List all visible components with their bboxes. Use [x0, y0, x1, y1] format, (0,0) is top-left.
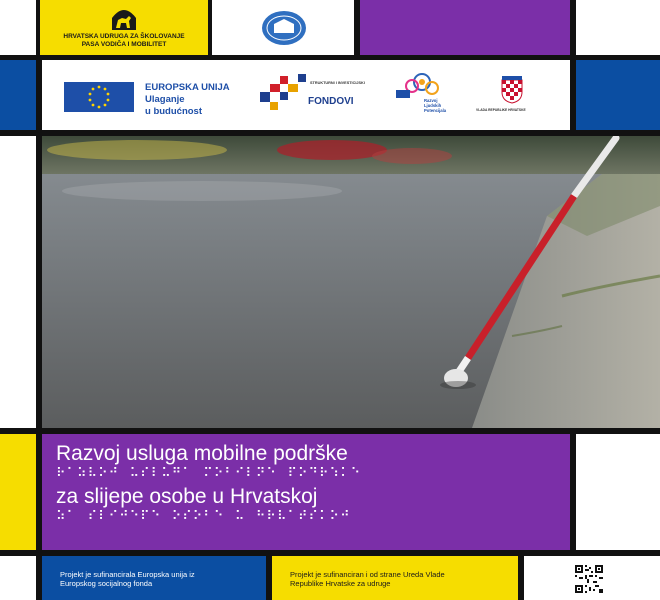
right-white-block — [576, 434, 660, 550]
top-right-white-block — [576, 0, 660, 55]
eu-funding-line1: Projekt je sufinancirala Europska unija iz — [60, 570, 195, 579]
gov-funding-line2: Republike Hrvatske za udruge — [290, 579, 391, 588]
eu-slogan-line2: u budućnost — [145, 106, 202, 117]
rlj-line2: Ljudskih — [424, 103, 442, 109]
rlj-line3: Potencijala — [424, 108, 447, 114]
eu-slogan — [145, 94, 202, 118]
left-blue-block — [0, 60, 36, 130]
gov-funding-note — [272, 556, 518, 600]
top-purple-block — [360, 0, 570, 55]
title-line2: za slijepe osobe u Hrvatskoj — [56, 485, 318, 508]
eu-name: EUROPSKA UNIJA — [145, 82, 230, 93]
left-white-block — [0, 136, 36, 428]
org-logo-block — [40, 0, 208, 55]
project-title-box — [42, 434, 570, 550]
round-seal-icon — [260, 10, 308, 46]
white-cane-photo-icon — [42, 136, 660, 428]
title-line1: Razvoj usluga mobilne podrške — [56, 442, 348, 465]
croatia-caption: VLADA REPUBLIKE HRVATSKE — [476, 108, 526, 112]
org-name-line1: HRVATSKA UDRUGA ZA ŠKOLOVANJE — [63, 33, 185, 40]
title-braille2: ⠵⠁⠀⠎⠇⠊⠚⠑⠏⠑⠀⠕⠎⠕⠃⠑⠀⠥⠀⠓⠗⠧⠁⠞⠎⠅⠕⠚ — [56, 509, 351, 524]
eu-funding-line2: Europskog socijalnog fonda — [60, 579, 153, 588]
eu-slogan-line1: Ulaganje — [145, 94, 185, 105]
top-left-white-block — [0, 0, 36, 55]
title-braille1: ⠗⠁⠵⠧⠕⠚⠀⠥⠎⠇⠥⠛⠁⠀⠍⠕⠃⠊⠇⠝⠑⠀⠏⠕⠙⠗⠱⠅⠑ — [56, 466, 362, 481]
footer-left-white-block — [0, 556, 36, 600]
croatian-coat-of-arms-icon — [501, 76, 523, 104]
org-name — [40, 33, 208, 49]
qr-code-icon[interactable] — [574, 564, 604, 594]
seal-block — [212, 0, 354, 55]
fondovi-small-text: STRUKTURNI I INVESTICIJSKI — [310, 81, 365, 85]
fondovi-logo-icon — [260, 74, 308, 110]
funding-logos-bar — [42, 60, 570, 130]
left-yellow-block — [0, 434, 36, 550]
rlj-line1: Razvoj — [424, 98, 438, 103]
rlj-flower-logo-icon — [394, 70, 446, 100]
fondovi-title: FONDOVI — [308, 96, 354, 107]
org-name-line2: PASA VODIČA I MOBILITET — [81, 41, 167, 48]
qr-block — [524, 556, 660, 600]
right-blue-block — [576, 60, 660, 130]
rlj-text — [424, 98, 446, 114]
gov-funding-line1: Projekt je sufinanciran i od strane Ureda Vlade — [290, 570, 445, 579]
eu-flag-icon — [64, 82, 134, 112]
guide-dog-logo-icon — [110, 6, 138, 32]
eu-funding-note — [42, 556, 266, 600]
